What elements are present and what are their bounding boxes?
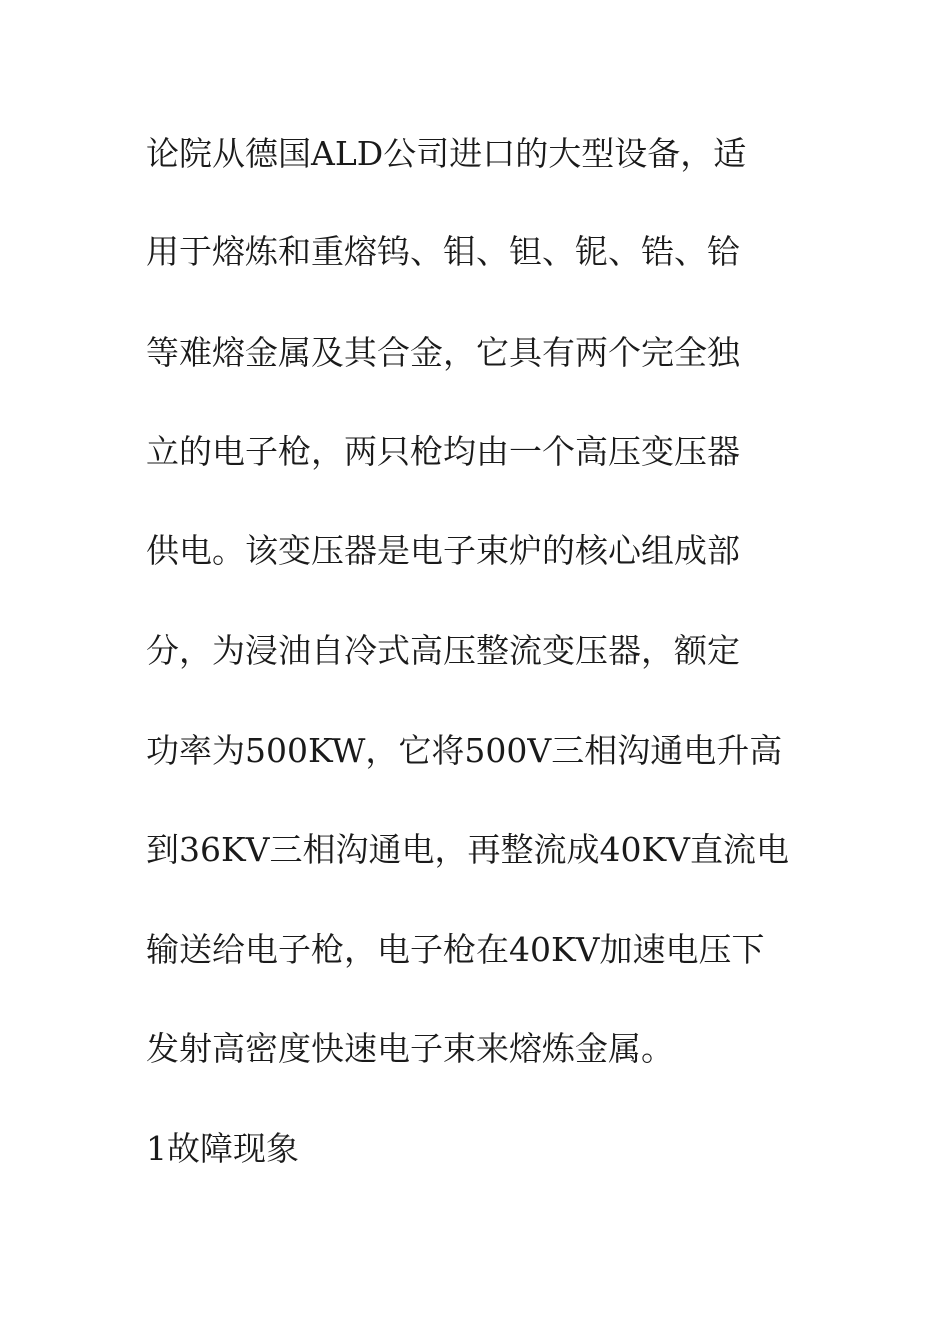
paragraph-line: 输送给电子枪，电子枪在40KV加速电压下 [146, 930, 765, 969]
paragraph-line: 发射高密度快速电子束来熔炼金属。 [146, 1029, 674, 1068]
section-heading: 1故障现象 [146, 1129, 299, 1168]
paragraph-line: 分，为浸油自冷式高压整流变压器，额定 [146, 631, 740, 670]
paragraph-line: 功率为500KW，它将500V三相沟通电升高 [146, 731, 783, 770]
paragraph-line: 到36KV三相沟通电，再整流成40KV直流电 [146, 830, 789, 869]
paragraph-line: 等难熔金属及其合金，它具有两个完全独 [146, 333, 740, 372]
paragraph-line: 用于熔炼和重熔钨、钼、钽、铌、锆、铪 [146, 232, 740, 271]
paragraph-line: 论院从德国ALD公司进口的大型设备，适 [146, 134, 747, 173]
paragraph-line: 供电。该变压器是电子束炉的核心组成部 [146, 531, 740, 570]
paragraph-line: 立的电子枪，两只枪均由一个高压变压器 [146, 432, 740, 471]
